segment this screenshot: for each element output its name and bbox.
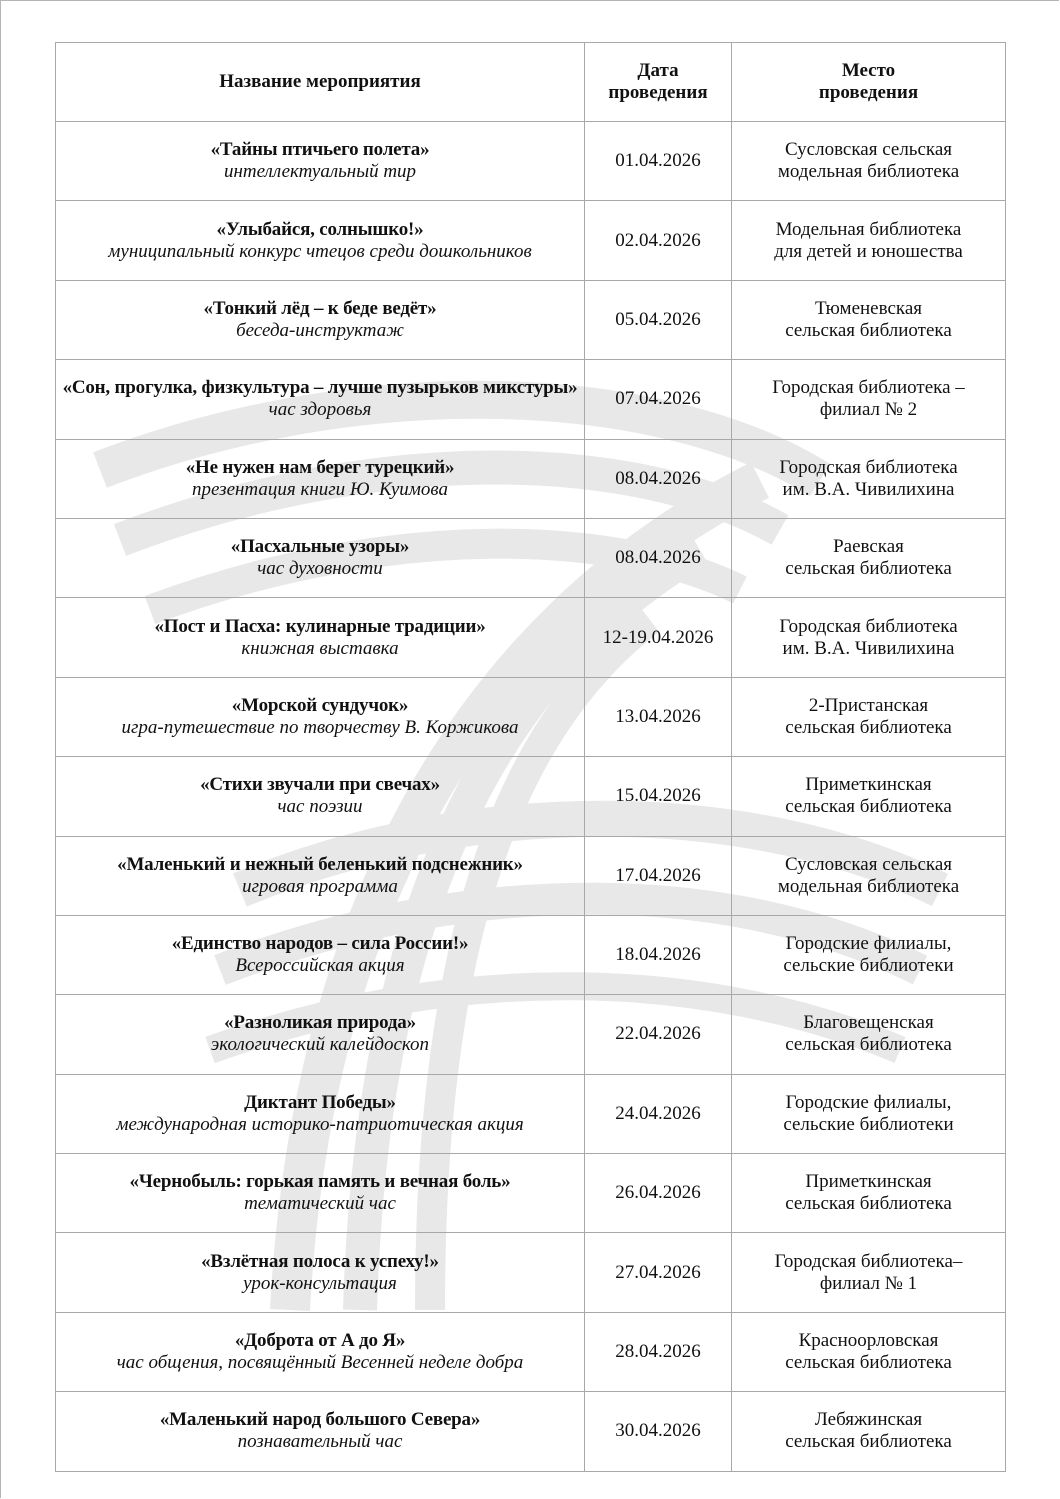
event-name-cell	[56, 122, 585, 201]
event-place-line1: Городская библиотека	[779, 456, 958, 478]
event-place-line2: сельская библиотека	[785, 558, 952, 580]
event-type: игра-путешествие по творчеству В. Коржикова	[121, 716, 519, 738]
event-name-cell	[56, 280, 585, 359]
event-place-line2: им. В.А. Чивилихина	[782, 637, 955, 659]
table-header-row	[56, 43, 1006, 122]
event-place-cell	[732, 1154, 1006, 1233]
event-date: 30.04.2026	[615, 1420, 701, 1442]
event-date: 15.04.2026	[615, 785, 701, 807]
event-title: «Не нужен нам берег турецкий»	[185, 456, 455, 478]
table-row	[56, 122, 1006, 201]
event-type: урок-консультация	[243, 1272, 397, 1294]
table-row	[56, 1233, 1006, 1312]
event-date-cell	[585, 757, 732, 836]
event-date: 28.04.2026	[615, 1341, 701, 1363]
event-date: 05.04.2026	[615, 308, 701, 330]
event-type: игровая программа	[242, 875, 398, 897]
event-name-cell	[56, 1233, 585, 1312]
table-row	[56, 1312, 1006, 1391]
event-place-line1: Красноорловская	[798, 1330, 939, 1352]
table-row	[56, 1392, 1006, 1471]
event-date-cell	[585, 280, 732, 359]
event-name-cell	[56, 1154, 585, 1233]
event-name-cell	[56, 677, 585, 756]
event-place-line2: сельская библиотека	[785, 796, 952, 818]
event-date-cell	[585, 836, 732, 915]
event-date: 27.04.2026	[615, 1261, 701, 1283]
event-title: «Доброта от А до Я»	[234, 1330, 406, 1352]
event-place-line2: модельная библиотека	[777, 875, 960, 897]
event-date: 13.04.2026	[615, 705, 701, 727]
event-title: «Морской сундучок»	[231, 694, 409, 716]
event-date-cell	[585, 677, 732, 756]
event-title: «Стихи звучали при свечах»	[200, 774, 440, 796]
event-place-line2: модельная библиотека	[777, 161, 960, 183]
event-place-cell	[732, 757, 1006, 836]
event-title: «Взлётная полоса к успеху!»	[201, 1250, 439, 1272]
event-name-cell	[56, 1392, 585, 1471]
events-schedule-table	[55, 42, 1006, 1472]
event-type: международная историко-патриотическая акция	[116, 1113, 524, 1135]
event-date-cell	[585, 360, 732, 439]
event-place-line1: Лебяжинская	[814, 1409, 923, 1431]
event-date: 18.04.2026	[615, 944, 701, 966]
event-date-cell	[585, 1233, 732, 1312]
table-row	[56, 995, 1006, 1074]
event-place-line2: сельская библиотека	[785, 1431, 952, 1453]
event-title: «Пост и Пасха: кулинарные традиции»	[154, 615, 486, 637]
header-place-line1: Место	[841, 60, 896, 81]
event-place-cell	[732, 836, 1006, 915]
table-row	[56, 1154, 1006, 1233]
header-date	[585, 43, 732, 122]
event-date: 08.04.2026	[615, 467, 701, 489]
event-date: 24.04.2026	[615, 1102, 701, 1124]
event-place-line1: Приметкинская	[805, 1171, 932, 1193]
event-date: 12-19.04.2026	[602, 626, 714, 648]
event-place-cell	[732, 995, 1006, 1074]
header-event-name-label: Название мероприятия	[219, 71, 421, 92]
event-type: Всероссийская акция	[235, 955, 405, 977]
table-row	[56, 598, 1006, 677]
event-place-cell	[732, 518, 1006, 597]
event-place-line2: филиал № 1	[819, 1272, 918, 1294]
header-date-line1: Дата	[637, 60, 679, 81]
event-date: 01.04.2026	[615, 150, 701, 172]
event-date-cell	[585, 1392, 732, 1471]
event-type: книжная выставка	[241, 637, 399, 659]
event-place-cell	[732, 1312, 1006, 1391]
event-place-line1: Благовещенская	[803, 1012, 934, 1034]
event-type: презентация книги Ю. Куимова	[191, 478, 449, 500]
header-place	[732, 43, 1006, 122]
event-type: час здоровья	[268, 399, 372, 421]
event-date: 22.04.2026	[615, 1023, 701, 1045]
event-place-line2: филиал № 2	[819, 399, 918, 421]
event-name-cell	[56, 598, 585, 677]
event-place-line1: Раевская	[833, 536, 904, 558]
event-place-line1: Сусловская сельская	[784, 853, 953, 875]
table-row	[56, 836, 1006, 915]
event-date-cell	[585, 1154, 732, 1233]
event-place-line2: сельские библиотеки	[783, 1113, 954, 1135]
event-place-line1: Городская библиотека–	[774, 1250, 963, 1272]
event-place-cell	[732, 677, 1006, 756]
event-date-cell	[585, 1312, 732, 1391]
event-date: 26.04.2026	[615, 1182, 701, 1204]
event-place-line1: Сусловская сельская	[784, 139, 953, 161]
event-name-cell	[56, 1074, 585, 1153]
event-place-line2: для детей и юношества	[774, 240, 963, 262]
event-title: «Разноликая природа»	[224, 1012, 416, 1034]
event-place-cell	[732, 280, 1006, 359]
event-date-cell	[585, 598, 732, 677]
event-date: 02.04.2026	[615, 229, 701, 251]
event-place-cell	[732, 122, 1006, 201]
event-place-cell	[732, 598, 1006, 677]
event-title: «Единство народов – сила России!»	[171, 933, 469, 955]
event-type: интеллектуальный тир	[223, 161, 417, 183]
event-title: «Маленький народ большого Севера»	[159, 1409, 481, 1431]
header-event-name	[56, 43, 585, 122]
event-name-cell	[56, 836, 585, 915]
event-title: «Чернобыль: горькая память и вечная боль»	[129, 1171, 511, 1193]
event-date-cell	[585, 518, 732, 597]
table-row	[56, 280, 1006, 359]
event-place-line1: Городская библиотека –	[772, 377, 965, 399]
event-title: Диктант Победы»	[244, 1091, 396, 1113]
event-place-line1: 2-Пристанская	[808, 694, 929, 716]
event-name-cell	[56, 995, 585, 1074]
event-name-cell	[56, 915, 585, 994]
event-place-cell	[732, 201, 1006, 280]
table-row	[56, 439, 1006, 518]
event-type: познавательный час	[237, 1431, 403, 1453]
event-name-cell	[56, 360, 585, 439]
event-date-cell	[585, 995, 732, 1074]
event-type: тематический час	[244, 1193, 396, 1215]
event-date-cell	[585, 439, 732, 518]
event-place-cell	[732, 1074, 1006, 1153]
event-title: «Улыбайся, солнышко!»	[216, 218, 424, 240]
event-title: «Маленький и нежный беленький подснежник»	[117, 853, 523, 875]
event-place-line1: Модельная библиотека	[775, 218, 962, 240]
header-place-line2: проведения	[818, 82, 919, 103]
event-date-cell	[585, 122, 732, 201]
event-type: экологический калейдоскоп	[210, 1034, 430, 1056]
event-place-line1: Городские филиалы,	[785, 933, 952, 955]
event-place-line1: Городские филиалы,	[785, 1091, 952, 1113]
event-type: час поэзии	[277, 796, 363, 818]
event-name-cell	[56, 201, 585, 280]
event-type: муниципальный конкурс чтецов среди дошкольников	[108, 240, 532, 262]
event-place-line2: сельская библиотека	[785, 1193, 952, 1215]
event-place-line1: Городская библиотека	[779, 615, 958, 637]
event-name-cell	[56, 518, 585, 597]
event-name-cell	[56, 1312, 585, 1391]
event-type: час духовности	[257, 558, 383, 580]
event-title: «Тонкий лёд – к беде ведёт»	[203, 297, 437, 319]
table-row	[56, 360, 1006, 439]
event-date: 17.04.2026	[615, 864, 701, 886]
event-place-line2: сельская библиотека	[785, 319, 952, 341]
event-name-cell	[56, 439, 585, 518]
table-row	[56, 915, 1006, 994]
event-place-line2: сельские библиотеки	[783, 955, 954, 977]
event-date-cell	[585, 201, 732, 280]
event-date-cell	[585, 1074, 732, 1153]
event-place-line2: сельская библиотека	[785, 1034, 952, 1056]
event-place-line2: им. В.А. Чивилихина	[782, 478, 955, 500]
table-row	[56, 1074, 1006, 1153]
event-place-cell	[732, 915, 1006, 994]
event-name-cell	[56, 757, 585, 836]
event-place-line2: сельская библиотека	[785, 716, 952, 738]
event-place-cell	[732, 1233, 1006, 1312]
event-place-cell	[732, 360, 1006, 439]
table-row	[56, 677, 1006, 756]
table-row	[56, 201, 1006, 280]
event-title: «Сон, прогулка, физкультура – лучше пузырьков микстуры»	[62, 377, 578, 399]
event-title: «Тайны птичьего полета»	[210, 139, 430, 161]
event-place-line2: сельская библиотека	[785, 1352, 952, 1374]
event-date-cell	[585, 915, 732, 994]
table-row	[56, 757, 1006, 836]
table-row	[56, 518, 1006, 597]
header-date-line2: проведения	[608, 82, 708, 103]
event-date: 08.04.2026	[615, 547, 701, 569]
event-type: беседа-инструктаж	[236, 319, 404, 341]
event-type: час общения, посвящённый Весенней неделе добра	[116, 1352, 524, 1374]
event-title: «Пасхальные узоры»	[230, 536, 410, 558]
event-place-cell	[732, 439, 1006, 518]
event-place-line1: Приметкинская	[805, 774, 932, 796]
event-place-line1: Тюменевская	[814, 297, 923, 319]
event-place-cell	[732, 1392, 1006, 1471]
event-date: 07.04.2026	[615, 388, 701, 410]
